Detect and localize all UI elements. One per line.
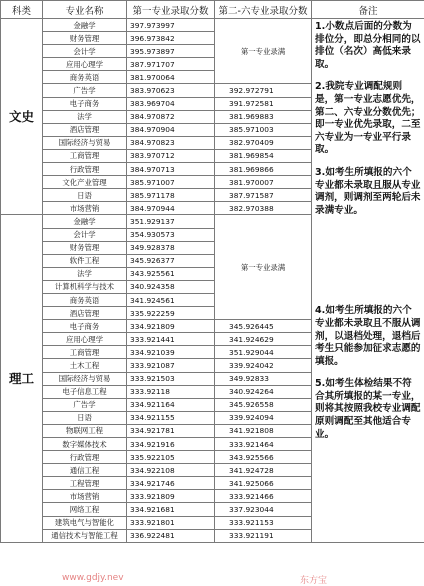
second-score-cell: 333.921466 bbox=[215, 490, 312, 503]
first-score-cell: 383.970623 bbox=[127, 84, 215, 97]
first-score-cell: 334.921916 bbox=[127, 438, 215, 451]
major-name-cell: 广告学 bbox=[43, 84, 127, 97]
major-name-cell: 行政管理 bbox=[43, 163, 127, 176]
first-score-cell: 336.922481 bbox=[127, 529, 215, 542]
second-score-cell: 341.924728 bbox=[215, 464, 312, 477]
header-major: 专业名称 bbox=[43, 1, 127, 19]
first-score-cell: 335.922105 bbox=[127, 451, 215, 464]
first-score-cell: 334.921681 bbox=[127, 503, 215, 516]
second-score-cell: 385.971003 bbox=[215, 123, 312, 136]
second-score-cell: 337.923044 bbox=[215, 503, 312, 516]
major-name-cell: 日语 bbox=[43, 411, 127, 424]
table-row bbox=[1, 19, 424, 32]
major-name-cell: 通信技术与智能工程 bbox=[43, 529, 127, 542]
second-score-cell: 382.970388 bbox=[215, 202, 312, 215]
major-name-cell: 金融学 bbox=[43, 215, 127, 228]
major-name-cell: 电子商务 bbox=[43, 320, 127, 333]
major-name-cell: 建筑电气与智能化 bbox=[43, 516, 127, 529]
major-name-cell: 法学 bbox=[43, 110, 127, 123]
note-item: 4.如考生所填报的六个专业都未录取且不服从调剂，以退档处理，退档后考生只能参加征求志愿的填报。 bbox=[315, 305, 421, 367]
first-score-cell: 383.969704 bbox=[127, 97, 215, 110]
first-score-cell: 384.970713 bbox=[127, 163, 215, 176]
major-name-cell: 酒店管理 bbox=[43, 123, 127, 136]
first-score-cell: 349.928378 bbox=[127, 241, 215, 254]
second-score-cell: 382.970409 bbox=[215, 136, 312, 149]
table-body bbox=[1, 19, 424, 543]
second-score-cell: 391.972581 bbox=[215, 97, 312, 110]
first-score-cell: 397.973997 bbox=[127, 19, 215, 32]
header-category: 科类 bbox=[1, 1, 43, 19]
first-score-cell: 395.973897 bbox=[127, 45, 215, 58]
first-score-cell: 334.921039 bbox=[127, 346, 215, 359]
first-score-cell: 384.970872 bbox=[127, 110, 215, 123]
major-name-cell: 酒店管理 bbox=[43, 307, 127, 320]
second-score-cell: 381.969883 bbox=[215, 110, 312, 123]
second-score-cell: 333.921191 bbox=[215, 529, 312, 542]
header-notes: 备注 bbox=[312, 1, 424, 19]
first-score-cell: 383.970712 bbox=[127, 149, 215, 162]
major-name-cell: 土木工程 bbox=[43, 359, 127, 372]
second-score-cell: 349.92833 bbox=[215, 372, 312, 385]
second-score-cell: 340.924264 bbox=[215, 385, 312, 398]
first-score-cell: 351.929137 bbox=[127, 215, 215, 228]
second-score-cell: 345.926445 bbox=[215, 320, 312, 333]
major-name-cell: 数字媒体技术 bbox=[43, 438, 127, 451]
major-name-cell: 物联网工程 bbox=[43, 424, 127, 437]
major-name-cell: 广告学 bbox=[43, 398, 127, 411]
first-score-cell: 354.930573 bbox=[127, 228, 215, 241]
header-row bbox=[1, 1, 424, 19]
major-name-cell: 市场营销 bbox=[43, 202, 127, 215]
first-score-cell: 333.921441 bbox=[127, 333, 215, 346]
first-score-cell: 334.921746 bbox=[127, 477, 215, 490]
major-name-cell: 通信工程 bbox=[43, 464, 127, 477]
first-score-cell: 333.921809 bbox=[127, 490, 215, 503]
watermark-strip bbox=[0, 572, 424, 586]
major-name-cell: 商务英语 bbox=[43, 293, 127, 306]
first-choice-full-cell: 第一专业录满 bbox=[215, 215, 312, 320]
first-score-cell: 385.971007 bbox=[127, 176, 215, 189]
category-cell-wenshi: 文史 bbox=[1, 19, 43, 215]
major-name-cell: 工程管理 bbox=[43, 477, 127, 490]
first-score-cell: 341.924561 bbox=[127, 293, 215, 306]
major-name-cell: 财务管理 bbox=[43, 32, 127, 45]
second-score-cell: 333.921153 bbox=[215, 516, 312, 529]
major-name-cell: 计算机科学与技术 bbox=[43, 280, 127, 293]
first-score-cell: 334.921164 bbox=[127, 398, 215, 411]
first-score-cell: 384.970944 bbox=[127, 202, 215, 215]
major-name-cell: 财务管理 bbox=[43, 241, 127, 254]
first-score-cell: 385.971178 bbox=[127, 189, 215, 202]
major-name-cell: 会计学 bbox=[43, 45, 127, 58]
major-name-cell: 市场营销 bbox=[43, 490, 127, 503]
note-item: 1.小数点后面的分数为排位分，即总分相同的以排位（名次）高低来录取。 bbox=[315, 21, 421, 70]
note-item: 2.我院专业调配规则是，第一专业志愿优先，第二、六专业分数优先；即一专业优先录取，二至六专业为一专业平行录取。 bbox=[315, 81, 421, 156]
major-name-cell: 法学 bbox=[43, 267, 127, 280]
major-name-cell: 网络工程 bbox=[43, 503, 127, 516]
second-score-cell: 351.929044 bbox=[215, 346, 312, 359]
major-name-cell: 会计学 bbox=[43, 228, 127, 241]
first-score-cell: 384.970823 bbox=[127, 136, 215, 149]
first-score-cell: 345.926377 bbox=[127, 254, 215, 267]
second-score-cell: 343.925566 bbox=[215, 451, 312, 464]
category-cell-ligong: 理工 bbox=[1, 215, 43, 542]
first-score-cell: 334.921809 bbox=[127, 320, 215, 333]
major-name-cell: 电子商务 bbox=[43, 97, 127, 110]
watermark-text: www.gdjy.nev bbox=[62, 573, 124, 583]
major-name-cell: 国际经济与贸易 bbox=[43, 136, 127, 149]
first-score-cell: 335.922259 bbox=[127, 307, 215, 320]
major-name-cell: 应用心理学 bbox=[43, 333, 127, 346]
first-score-cell: 340.924358 bbox=[127, 280, 215, 293]
first-score-cell: 333.92118 bbox=[127, 385, 215, 398]
first-score-cell: 396.973842 bbox=[127, 32, 215, 45]
first-score-cell: 343.925561 bbox=[127, 267, 215, 280]
second-score-cell: 339.924094 bbox=[215, 411, 312, 424]
second-score-cell: 333.921464 bbox=[215, 438, 312, 451]
second-score-cell: 341.925066 bbox=[215, 477, 312, 490]
first-score-cell: 333.921801 bbox=[127, 516, 215, 529]
second-score-cell: 339.924042 bbox=[215, 359, 312, 372]
notes-cell bbox=[312, 19, 424, 543]
second-score-cell: 341.924629 bbox=[215, 333, 312, 346]
watermark-text: 东方宝 bbox=[300, 576, 328, 586]
second-score-cell: 381.969854 bbox=[215, 149, 312, 162]
first-score-cell: 384.970904 bbox=[127, 123, 215, 136]
major-name-cell: 商务英语 bbox=[43, 71, 127, 84]
second-score-cell: 381.969866 bbox=[215, 163, 312, 176]
second-score-cell: 387.971587 bbox=[215, 189, 312, 202]
major-name-cell: 工商管理 bbox=[43, 346, 127, 359]
first-score-cell: 334.922108 bbox=[127, 464, 215, 477]
major-name-cell: 行政管理 bbox=[43, 451, 127, 464]
major-name-cell: 日语 bbox=[43, 189, 127, 202]
note-item: 3.如考生所填报的六个专业都未录取且服从专业调剂，则调剂至两轮后未录满专业。 bbox=[315, 166, 421, 216]
first-score-cell: 334.921155 bbox=[127, 411, 215, 424]
second-score-cell: 392.972791 bbox=[215, 84, 312, 97]
major-name-cell: 软件工程 bbox=[43, 254, 127, 267]
second-score-cell: 345.926558 bbox=[215, 398, 312, 411]
first-score-cell: 334.921781 bbox=[127, 424, 215, 437]
major-name-cell: 国际经济与贸易 bbox=[43, 372, 127, 385]
note-item: 5.如考生体检结果不符合其所填报的某一专业，则将其按照我校专业调配原则调配至其他适合专业。 bbox=[315, 378, 421, 440]
second-score-cell: 381.970007 bbox=[215, 176, 312, 189]
first-score-cell: 387.971707 bbox=[127, 58, 215, 71]
first-score-cell: 333.921503 bbox=[127, 372, 215, 385]
first-score-cell: 333.921087 bbox=[127, 359, 215, 372]
first-choice-full-cell: 第一专业录满 bbox=[215, 19, 312, 84]
header-first-score: 第一专业录取分数 bbox=[127, 1, 215, 19]
major-name-cell: 金融学 bbox=[43, 19, 127, 32]
header-second-score: 第二-六专业录取分数 bbox=[215, 1, 312, 19]
second-score-cell: 341.921808 bbox=[215, 424, 312, 437]
major-name-cell: 文化产业管理 bbox=[43, 176, 127, 189]
major-name-cell: 应用心理学 bbox=[43, 58, 127, 71]
major-name-cell: 工商管理 bbox=[43, 149, 127, 162]
first-score-cell: 381.970064 bbox=[127, 71, 215, 84]
major-name-cell: 电子信息工程 bbox=[43, 385, 127, 398]
